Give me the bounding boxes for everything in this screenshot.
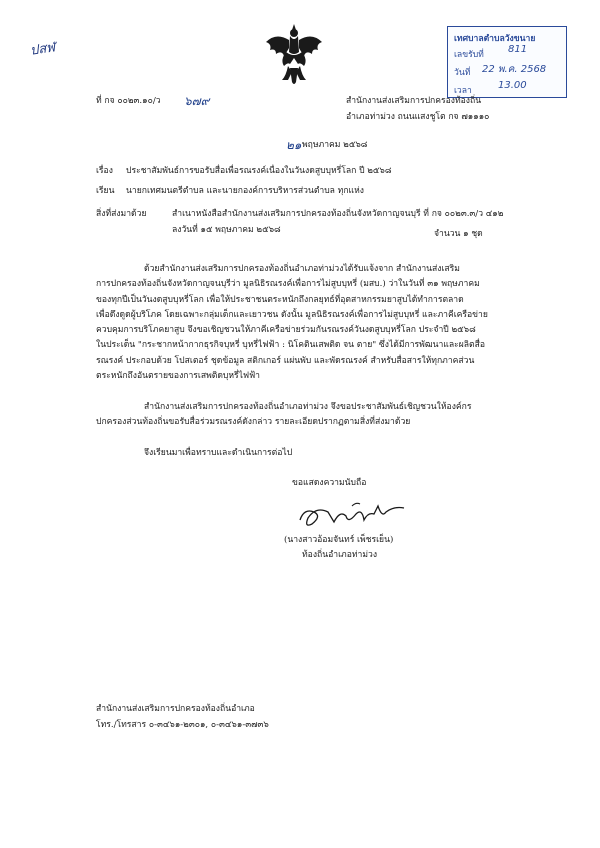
p1-line: ตระหนักถึงอันตรายของการเสพติดบุหรี่ไฟฟ้า	[96, 371, 260, 382]
signature-scribble	[294, 498, 414, 534]
to-label: เรียน	[96, 186, 115, 196]
p1-line: ควบคุมการบริโภคยาสูบ จึงขอเชิญชวนให้ภาคีเครือข่ายร่วมกันรณรงค์วันงดสูบบุหรี่โลก ประจำปี ๒๕๖๘	[96, 325, 476, 336]
signer-name: (นางสาวอ้อมจันทร์ เพ็ชรเย็น)	[284, 535, 394, 545]
p1-line: ด้วยสำนักงานส่งเสริมการปกครองท้องถิ่นอำเภอท่าม่วงได้รับแจ้งจาก สำนักงานส่งเสริม	[144, 264, 460, 274]
body-paragraph-3: จึงเรียนมาเพื่อทราบและดำเนินการต่อไป	[144, 448, 293, 458]
stamp-date-label: วันที่	[454, 68, 471, 78]
body-paragraph-1	[96, 262, 488, 384]
to-text: นายกเทศมนตรีตำบล และนายกองค์การบริหารส่วนตำบล ทุกแห่ง	[126, 186, 364, 196]
attachment-line-2: ลงวันที่ ๑๕ พฤษภาคม ๒๕๖๘	[172, 225, 281, 235]
receipt-stamp	[447, 26, 567, 98]
attachment-label: สิ่งที่ส่งมาด้วย	[96, 209, 147, 219]
body-paragraph-2	[96, 400, 471, 431]
p2-line: ปกครองส่วนท้องถิ่นขอรับสื่อร่วมรณรงค์ดังกล่าว รายละเอียดปรากฏตามสิ่งที่ส่งมาด้วย	[96, 417, 411, 428]
stamp-time-value: 13.00	[498, 80, 527, 91]
p1-line: เพื่อดึงดูดผู้บริโภค โดยเฉพาะกลุ่มเด็กและเยาวชน ดังนั้น มูลนิธิรณรงค์เพื่อการไม่สูบบุหรี่ และภาคีเครือข่าย	[96, 309, 488, 320]
p1-line: ของทุกปีเป็นวันงดสูบบุหรี่โลก เพื่อให้ประชาชนตระหนักถึงกลยุทธ์ที่อุตสาหกรรมยาสูบได้ทำการตลาด	[96, 294, 464, 305]
doc-number-handwritten: ๖๗๙	[184, 94, 210, 108]
p1-line: ในประเด็น "กระชากหน้ากากธุรกิจบุหรี่ บุหรี่ไฟฟ้า : นิโคตินเสพติด จน ตาย" ซึ่งได้มีการพัฒนาและผลิตสื่อ	[96, 340, 485, 351]
signer-title: ท้องถิ่นอำเภอท่าม่วง	[302, 550, 378, 560]
sender-line-2: อำเภอท่าม่วง ถนนแสงชูโต กจ ๗๑๑๑๐	[346, 112, 490, 122]
stamp-number-label: เลขรับที่	[454, 50, 484, 60]
date-handwritten: ๒๑	[286, 138, 302, 152]
doc-number: ที่ กจ ๐๐๒๓.๑๐/ว	[96, 96, 161, 106]
attachment-line-1: สำเนาหนังสือสำนักงานส่งเสริมการปกครองท้องถิ่นจังหวัดกาญจนบุรี ที่ กจ ๐๐๒๓.๓/ว ๔๑๒	[172, 209, 504, 219]
attachment-count: จำนวน ๑ ชุด	[434, 229, 483, 239]
stamp-org: เทศบาลตำบลวังขนาย	[454, 34, 536, 44]
date-rest: พฤษภาคม ๒๕๖๘	[302, 140, 368, 150]
closing-salutation: ขอแสดงความนับถือ	[292, 478, 367, 488]
stamp-number-value: 811	[508, 44, 528, 55]
garuda-emblem-icon	[262, 22, 326, 88]
subject-label: เรื่อง	[96, 166, 113, 176]
p2-line: สำนักงานส่งเสริมการปกครองท้องถิ่นอำเภอท่าม่วง จึงขอประชาสัมพันธ์เชิญชวนให้องค์กร	[144, 402, 472, 412]
footer-office: สำนักงานส่งเสริมการปกครองท้องถิ่นอำเภอ	[96, 704, 255, 714]
subject-text: ประชาสัมพันธ์การขอรับสื่อเพื่อรณรงค์เนื่องในวันงดสูบบุหรี่โลก ปี ๒๕๖๘	[126, 166, 392, 176]
stamp-time-label: เวลา	[454, 86, 472, 96]
stamp-date-value: 22 พ.ค. 2568	[482, 64, 547, 75]
footer-phone: โทร./โทรสาร ๐-๓๔๖๑-๒๓๐๑, ๐-๓๔๖๑-๓๗๓๖	[96, 720, 269, 730]
margin-note: ปสฬ	[29, 40, 57, 59]
sender-line-1: สำนักงานส่งเสริมการปกครองท้องถิ่น	[346, 96, 482, 106]
p1-line: รณรงค์ ประกอบด้วย โปสเตอร์ ชุดข้อมูล สติกเกอร์ แผ่นพับ และพัดรณรงค์ สำหรับสื่อสารให้ทุกภาคส่วน	[96, 355, 475, 366]
p1-line: การปกครองท้องถิ่นจังหวัดกาญจนบุรีว่า มูลนิธิรณรงค์เพื่อการไม่สูบบุหรี่ (มสบ.) ว่าในวันที่ ๓๑ พฤษภาคม	[96, 279, 480, 290]
